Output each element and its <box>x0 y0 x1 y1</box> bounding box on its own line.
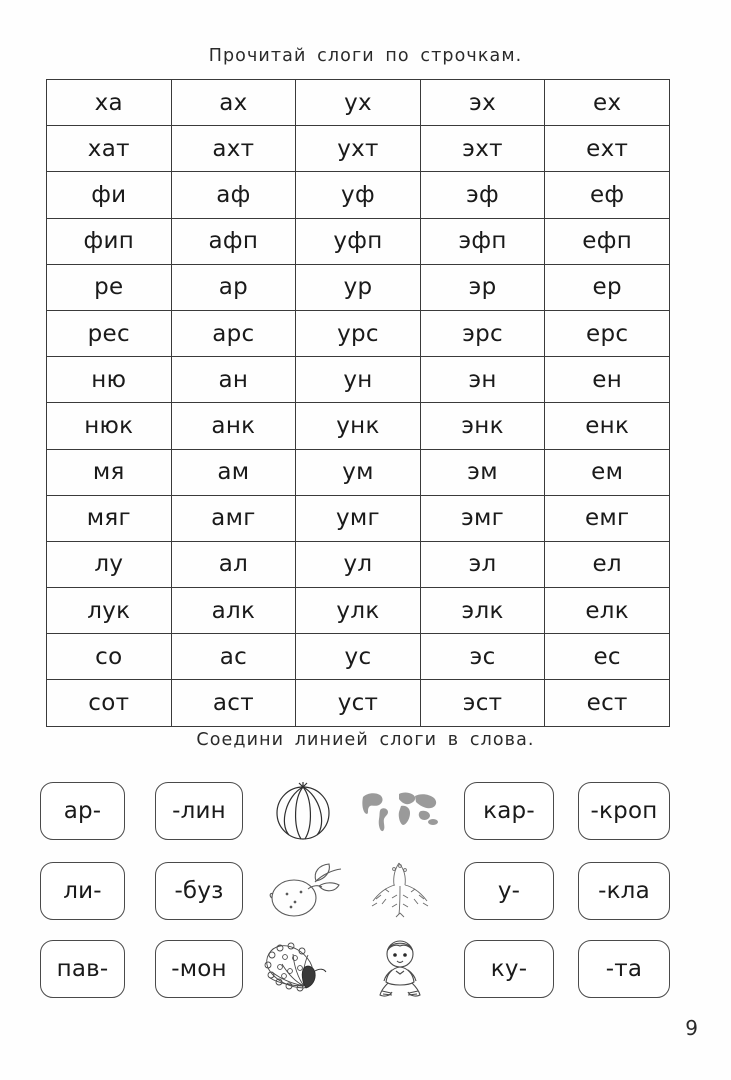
syllable-cell: ем <box>545 449 670 495</box>
syllable-cell: ха <box>47 80 172 126</box>
syllable-cell: лу <box>47 541 172 587</box>
match-row <box>0 860 731 922</box>
syllable-cell: аф <box>171 172 296 218</box>
syllable-cell: сот <box>47 680 172 726</box>
syllable-cell: уф <box>296 172 421 218</box>
syllable-cell: ефп <box>545 218 670 264</box>
syllable-cell: аст <box>171 680 296 726</box>
watermelon-illustration <box>258 777 348 845</box>
syllable-table-body <box>47 80 670 727</box>
lemon-illustration <box>258 857 348 925</box>
syllable-cell: фип <box>47 218 172 264</box>
table-row <box>47 403 670 449</box>
syllable-cell: ум <box>296 449 421 495</box>
syllable-card[interactable]: -буз <box>155 862 243 920</box>
table-row <box>47 80 670 126</box>
syllable-cell: эн <box>420 357 545 403</box>
syllable-cell: рес <box>47 310 172 356</box>
syllable-cell: ух <box>296 80 421 126</box>
syllable-cell: лук <box>47 588 172 634</box>
syllable-cell: мяг <box>47 495 172 541</box>
read-exercise-instruction: Прочитай слоги по строчкам. <box>208 46 523 66</box>
syllable-cell: ер <box>545 264 670 310</box>
table-row <box>47 495 670 541</box>
match-row <box>0 780 731 842</box>
match-exercise-area <box>0 772 731 1012</box>
syllable-cell: эф <box>420 172 545 218</box>
syllable-cell: ул <box>296 541 421 587</box>
syllable-card[interactable]: пав- <box>40 940 125 998</box>
peacock-illustration <box>258 935 348 1003</box>
syllable-cell: унк <box>296 403 421 449</box>
syllable-card[interactable]: -лин <box>155 782 243 840</box>
syllable-cell: арс <box>171 310 296 356</box>
syllable-card[interactable]: у- <box>464 862 554 920</box>
table-row <box>47 680 670 726</box>
table-row <box>47 634 670 680</box>
syllable-cell: ес <box>545 634 670 680</box>
syllable-cell: эр <box>420 264 545 310</box>
syllable-cell: ню <box>47 357 172 403</box>
syllable-cell: эх <box>420 80 545 126</box>
match-exercise-instruction: Соедини линией слоги в слова. <box>196 730 535 750</box>
syllable-cell: умг <box>296 495 421 541</box>
table-row <box>47 541 670 587</box>
syllable-cell: емг <box>545 495 670 541</box>
syllable-cell: ус <box>296 634 421 680</box>
syllable-cell: эл <box>420 541 545 587</box>
syllable-cell: алк <box>171 588 296 634</box>
syllable-card[interactable]: ар- <box>40 782 125 840</box>
syllable-card[interactable]: -кла <box>578 862 670 920</box>
syllable-cell: афп <box>171 218 296 264</box>
syllable-card[interactable]: ку- <box>464 940 554 998</box>
doll-illustration <box>355 935 445 1003</box>
syllable-cell: еф <box>545 172 670 218</box>
syllable-cell: енк <box>545 403 670 449</box>
syllable-cell: фи <box>47 172 172 218</box>
syllable-cell: ерс <box>545 310 670 356</box>
syllable-cell: мя <box>47 449 172 495</box>
syllable-cell: хат <box>47 126 172 172</box>
syllable-cell: ехт <box>545 126 670 172</box>
syllable-cell: эмг <box>420 495 545 541</box>
syllable-card[interactable]: ли- <box>40 862 125 920</box>
syllable-cell: ре <box>47 264 172 310</box>
syllable-cell: ам <box>171 449 296 495</box>
syllable-cell: ест <box>545 680 670 726</box>
syllable-cell: ухт <box>296 126 421 172</box>
world-map-illustration <box>355 777 445 845</box>
syllable-cell: ахт <box>171 126 296 172</box>
table-row <box>47 264 670 310</box>
syllable-cell: ан <box>171 357 296 403</box>
syllable-cell: уст <box>296 680 421 726</box>
table-row <box>47 449 670 495</box>
dill-sprig-illustration <box>355 857 445 925</box>
syllable-cell: ех <box>545 80 670 126</box>
match-row <box>0 938 731 1000</box>
syllable-cell: ах <box>171 80 296 126</box>
table-row <box>47 218 670 264</box>
syllable-cell: элк <box>420 588 545 634</box>
syllable-cell: нюк <box>47 403 172 449</box>
syllable-cell: ел <box>545 541 670 587</box>
syllable-cell: анк <box>171 403 296 449</box>
syllable-cell: ас <box>171 634 296 680</box>
table-row <box>47 172 670 218</box>
syllable-table <box>46 79 670 727</box>
syllable-cell: со <box>47 634 172 680</box>
table-row <box>47 310 670 356</box>
syllable-cell: амг <box>171 495 296 541</box>
syllable-cell: эст <box>420 680 545 726</box>
syllable-card[interactable]: -кроп <box>578 782 670 840</box>
syllable-cell: эфп <box>420 218 545 264</box>
syllable-cell: елк <box>545 588 670 634</box>
syllable-cell: ун <box>296 357 421 403</box>
syllable-cell: энк <box>420 403 545 449</box>
syllable-card[interactable]: -та <box>578 940 670 998</box>
syllable-cell: улк <box>296 588 421 634</box>
syllable-cell: ен <box>545 357 670 403</box>
syllable-cell: эрс <box>420 310 545 356</box>
syllable-cell: ур <box>296 264 421 310</box>
page-number: 9 <box>685 1016 698 1040</box>
table-row <box>47 357 670 403</box>
table-row <box>47 126 670 172</box>
syllable-card[interactable]: -мон <box>155 940 243 998</box>
syllable-cell: уфп <box>296 218 421 264</box>
syllable-cell: эхт <box>420 126 545 172</box>
syllable-cell: эм <box>420 449 545 495</box>
syllable-cell: ал <box>171 541 296 587</box>
table-row <box>47 588 670 634</box>
syllable-cell: эс <box>420 634 545 680</box>
syllable-card[interactable]: кар- <box>464 782 554 840</box>
syllable-cell: ар <box>171 264 296 310</box>
syllable-cell: урс <box>296 310 421 356</box>
